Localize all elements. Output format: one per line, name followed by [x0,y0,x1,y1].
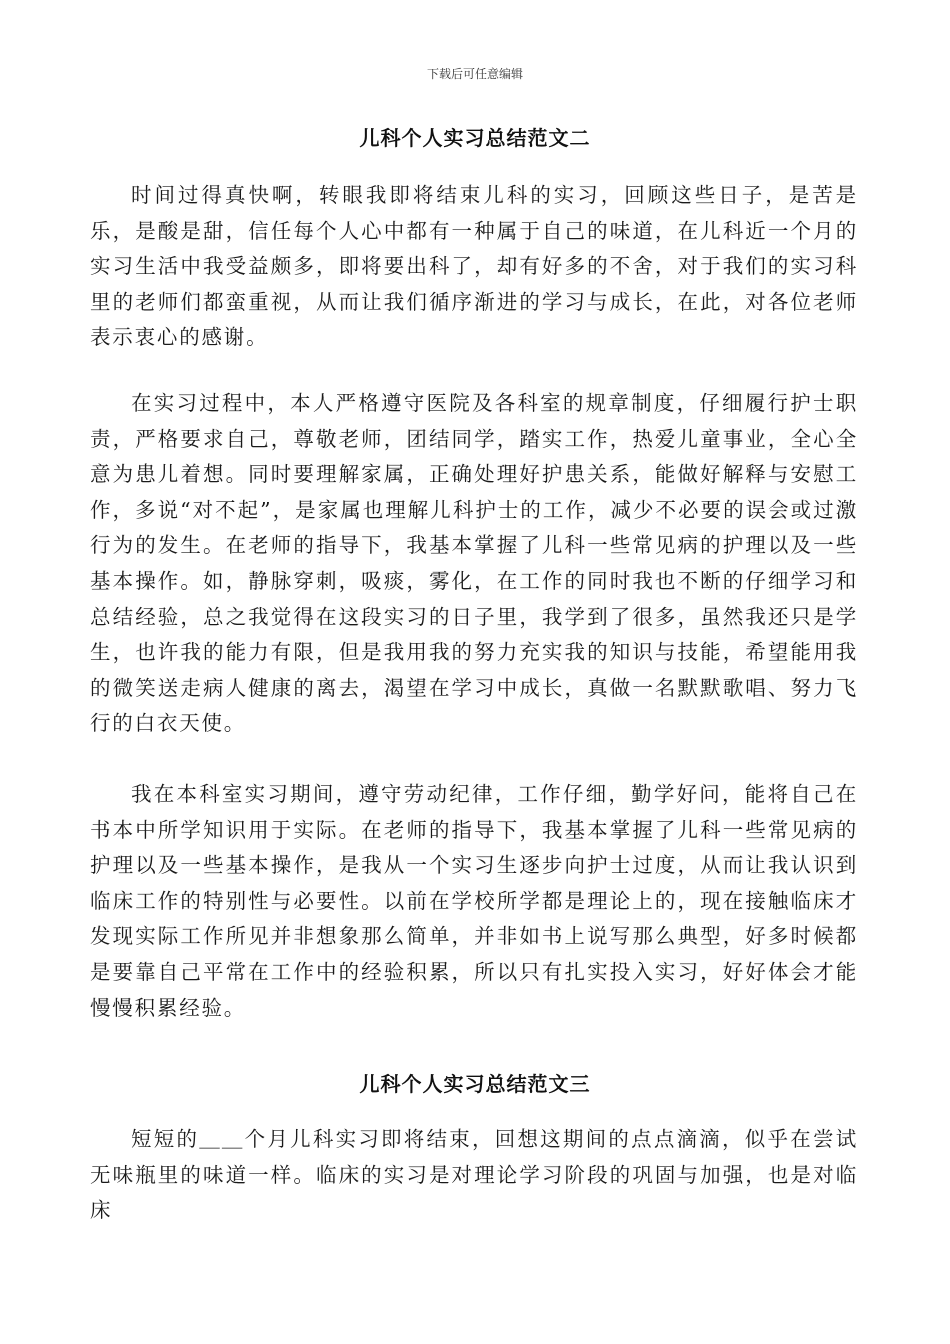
section-title-2: 儿科个人实习总结范文二 [359,126,591,150]
header-note: 下载后可任意编辑 [426,67,523,81]
section-title-3: 儿科个人实习总结范文三 [359,1072,591,1096]
paragraph-2-3: 我在本科室实习期间，遵守劳动纪律，工作仔细，勤学好问，能将自己在书本中所学知识用于实际。在老师的指导下，我基本掌握了儿科一些常见病的护理以及一些基本操作，是我从一个实习生逐步向护士过度，从而让我认识到临床工作的特别性与必要性。以前在学校所学都是理论上的，现在接触临床才发现实际工作所见并非想象那么简单，并非如书上说写那么典型，好多时候都是要靠自己平常在工作中的经验积累，所以只有扎实投入实习，好好体会才能慢慢积累经验。 [90,782,858,1020]
paragraph-2-1: 时间过得真快啊，转眼我即将结束儿科的实习，回顾这些日子，是苦是乐，是酸是甜，信任每个人心中都有一种属于自己的味道，在儿科近一个月的实习生活中我受益颇多，即将要出科了，却有好多的不舍，对于我们的实习科里的老师们都蛮重视，从而让我们循序渐进的学习与成长，在此，对各位老师表示衷心的感谢。 [90,183,858,350]
paragraph-3-1: 短短的＿＿个月儿科实习即将结束，回想这期间的点点滴滴，似乎在尝试无味瓶里的味道一样。临床的实习是对理论学习阶段的巩固与加强，也是对临床 [90,1127,858,1223]
paragraph-2-2: 在实习过程中，本人严格遵守医院及各科室的规章制度，仔细履行护士职责，严格要求自己，尊敬老师，团结同学，踏实工作，热爱儿童事业，全心全意为患儿着想。同时要理解家属，正确处理好护患关系，能做好解释与安慰工作，多说“对不起”，是家属也理解儿科护士的工作，减少不必要的误会或过激行为的发生。在老师的指导下，我基本掌握了儿科一些常见病的护理以及一些基本操作。如，静脉穿刺，吸痰，雾化，在工作的同时我也不断的仔细学习和总结经验，总之我觉得在这段实习的日子里，我学到了很多，虽然我还只是学生，也许我的能力有限，但是我用我的努力充实我的知识与技能，希望能用我的微笑送走病人健康的离去，渴望在学习中成长，真做一名默默歌唱、努力飞行的白衣天使。 [90,391,858,736]
